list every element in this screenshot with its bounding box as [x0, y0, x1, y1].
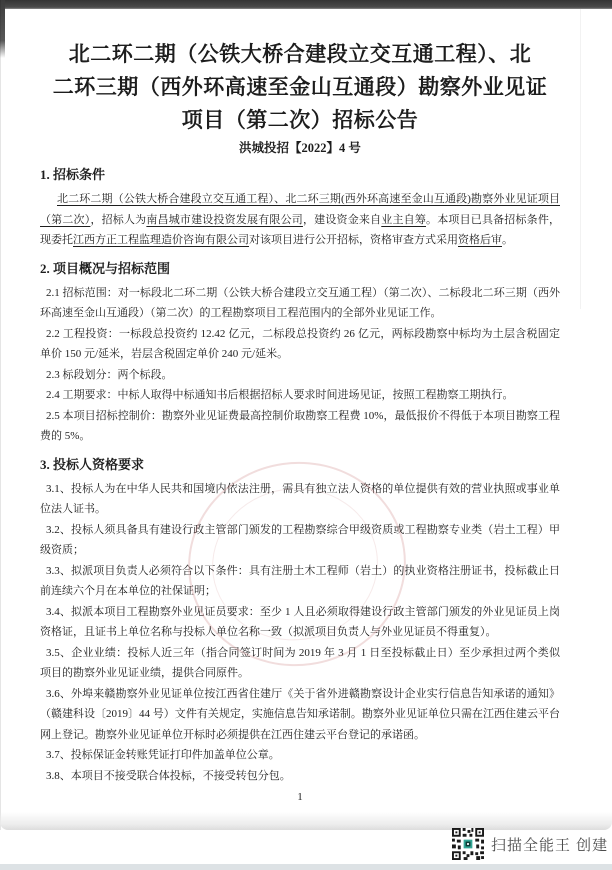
- title-line-2: 二环三期（西外环高速至金山互通段）勘察外业见证: [52, 75, 548, 99]
- title-line-1: 北二环二期（公铁大桥合建段立交互通工程）、北: [68, 42, 532, 66]
- underlined-funding-source: 业主自筹: [381, 213, 427, 226]
- paragraph-text: 对该项目进行公开招标，资格审查方式采用: [249, 234, 458, 246]
- qr-code-icon: [452, 828, 484, 860]
- section1-paragraph: [40, 189, 560, 251]
- clause-3-5: 3.5、企业业绩：投标人近三年（指合同签订时间为 2019 年 3 月 1 日至投标截止日）至少承担过两个类似项目的勘察外业见证业绩，提供合同原件。: [40, 646, 560, 679]
- page-number: 1: [297, 791, 303, 803]
- clause-3-8: 3.8、本项目不接受联合体投标，不接受转包分包。: [46, 769, 291, 782]
- clause-2-3: 2.3 标段划分：两个标段。: [46, 368, 173, 381]
- underlined-review-method: 资格后审: [458, 234, 502, 246]
- clause-3-7: 3.7、投标保证金转账凭证打印件加盖单位公章。: [46, 749, 280, 761]
- bottom-ui-strip: [0, 864, 612, 870]
- camscanner-credit-text: 扫描全能王 创建: [491, 836, 609, 854]
- clause-2-2: 2.2 工程投资：一标段总投资约 12.42 亿元，二标段总投资约 26 亿元，两标段勘察中标均为土层含税固定单价 150 元/延米，岩层含税固定单价 240 元/延米。: [40, 327, 560, 360]
- paragraph-text: 。: [502, 234, 513, 246]
- underlined-tenderer-name: 南昌城市建设投资发展有限公司: [146, 213, 303, 226]
- section-heading-1: 1. 招标条件: [40, 167, 106, 182]
- scanned-page: [0, 9, 612, 803]
- document-title: [40, 38, 560, 137]
- title-line-3: 项目（第二次）招标公告: [181, 108, 419, 132]
- paragraph-text: ，招标人为: [90, 213, 147, 226]
- clause-3-6: 3.6、外埠来赣勘察外业见证单位按江西省住建厅《关于省外进赣勘察设计企业实行信息告知承诺的通知》（赣建科设〔2019〕44 号）文件有关规定，实施信息告知承诺制。勘察外业见证单位只需在江西住建云平台网上登记。勘察外业见证单位开标时必须提供在江西住建云平台登记的承诺函。: [40, 687, 560, 741]
- section-heading-3: 3. 投标人资格要求: [40, 456, 145, 472]
- section-heading-2: 2. 项目概况与招标范围: [40, 260, 171, 276]
- underlined-agency-name: 江西方正工程监理造价咨询有限公司: [73, 234, 249, 246]
- clause-2-1: 2.1 招标范围：对一标段北二环二期（公铁大桥合建段立交互通工程）（第二次）、二标段北二环三期（西外环高速至金山互通段）（第二次）的工程勘察项目工程范围内的全部外业见证工作。: [40, 286, 560, 319]
- camscanner-credit: [452, 828, 608, 860]
- clause-3-3: 3.3、拟派项目负责人必须符合以下条件：具有注册土木工程师（岩土）的执业资格注册证书，投标截止日前连续六个月在本单位的社保证明；: [40, 564, 560, 597]
- paragraph-text: ，建设资金来自: [302, 213, 382, 226]
- clause-3-2: 3.2、投标人须具备具有建设行政主管部门颁发的工程勘察综合甲级资质或工程勘察专业类（岩土工程）甲级资质；: [40, 523, 560, 556]
- clause-3-4: 3.4、拟派本项目工程勘察外业见证员要求：至少 1 人且必须取得建设行政主管部门颁发的外业见证员上岗资格证，且证书上单位名称与投标人单位名称一致（拟派项目负责人与外业见证员不得重复）。: [40, 605, 560, 638]
- scan-top-edge: [0, 0, 612, 9]
- paragraph-text: 。本项目已具备招标条件，现委托: [40, 213, 561, 246]
- clause-2-4: 2.4 工期要求：中标人取得中标通知书后根据招标人要求时间进场见证，按照工程勘察工期执行。: [46, 389, 514, 401]
- underlined-project-name: 北二环二期（公铁大桥合建段立交互通工程）、北二环三期(西外环高速至金山互通段)勘察外业见证项目（第二次）: [40, 193, 560, 226]
- clause-3-1: 3.1、投标人为在中华人民共和国境内依法注册，需具有独立法人资格的单位提供有效的营业执照或事业单位法人证书。: [40, 482, 560, 515]
- document-number: 洪城投招【2022】4 号: [239, 141, 361, 155]
- clause-2-5: 2.5 本项目招标控制价：勘察外业见证费最高控制价取勘察工程费 10%，最低报价不得低于本项目勘察工程费的 5%。: [40, 409, 560, 442]
